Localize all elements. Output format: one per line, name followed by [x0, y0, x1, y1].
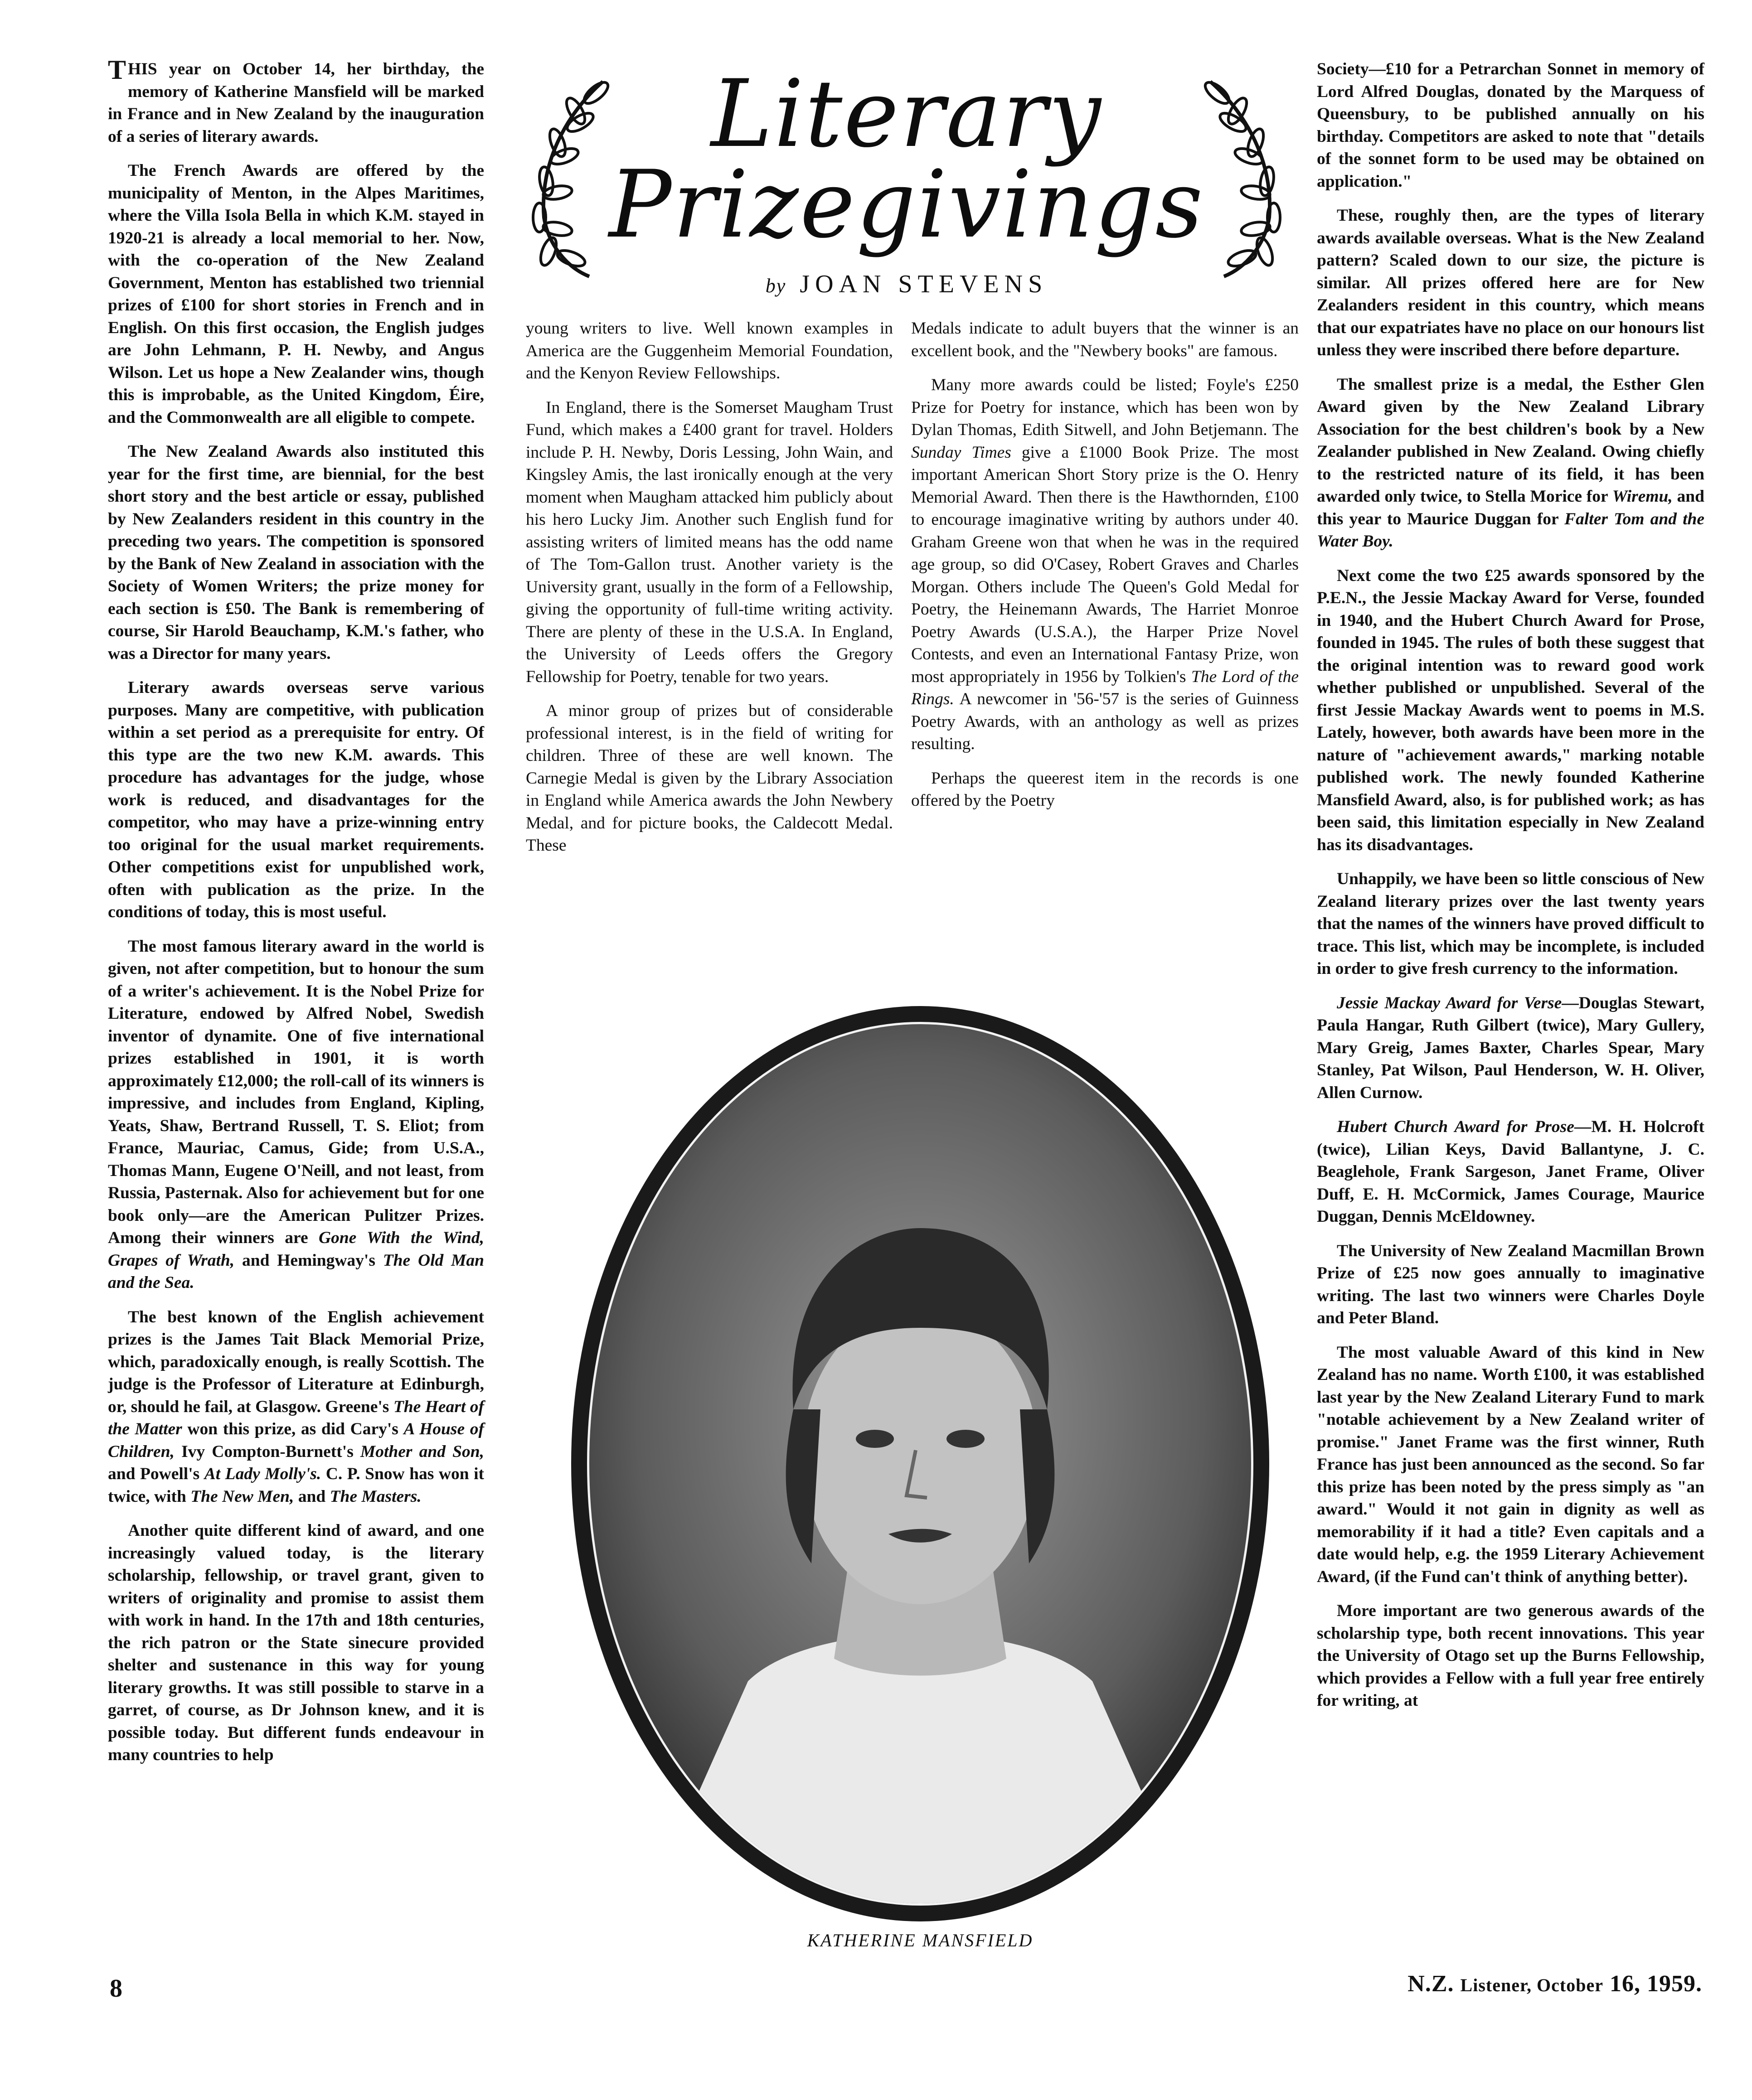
paragraph: Medals indicate to adult buyers that the winner is an excellent book, and the "Newbery books" are famous.	[911, 319, 1299, 360]
paragraph-text: —M. H. Holcroft (twice), Lilian Keys, David Ballantyne, J. C. Beaglehole, Frank Sargeson, Janet Frame, Oliver Duff, E. H. McCormick, James Courage, Maurice Duggan, Dennis McEldowney.	[1317, 1118, 1704, 1226]
byline-author: JOAN STEVENS	[800, 270, 1048, 298]
book-title: The New Men,	[190, 1487, 294, 1506]
byline-by: by	[765, 275, 786, 297]
paragraph: These, roughly then, are the types of literary awards available overseas. What is the New Zealand pattern? Scaled down to our size, the picture is similar. All prizes offered here are for New Zealanders resident in this country, which means that our expatriates have no place on our honours list unless they were inscribed there before departure.	[1317, 206, 1704, 359]
portrait-photo	[558, 1002, 1283, 1926]
book-title: Mother and Son,	[360, 1442, 484, 1461]
book-title: The Old Man and the Sea.	[108, 1251, 485, 1292]
paragraph-text: HIS year on October 14, her birthday, the memory of Katherine Mansfield will be marked in France and in New Zealand by the inauguration of a series of literary awards.	[108, 60, 484, 146]
paragraph: The New Zealand Awards also instituted this year for the first time, are biennial, for the best short story and the best article or essay, published by New Zealanders resident in this country in the preceding two years. The competition is sponsored by the Bank of New Zealand in association with the Society of Women Writers; the prize money for each section is £50. The Bank is remembering of course, Sir Harold Beauchamp, K.M.'s father, who was a Director for many years.	[108, 442, 484, 663]
paragraph: Next come the two £25 awards sponsored by the P.E.N., the Jessie Mackay Award for Verse, founded in 1940, and the Hubert Church Award for Prose, founded in 1945. The rules of both these suggest that the original intention was to reward good work whether published or unpublished. Several of the first Jessie Mackay Awards went to poems in M.S. Lately, however, both awards have been more in the nature of "achievement awards," marking notable published work. The newly founded Katherine Mansfield Award, also, is for published work; as has been said, this limitation especially in New Zealand has its disadvantages.	[1317, 566, 1704, 854]
paragraph: The University of New Zealand Macmillan Brown Prize of £25 now goes annually to imaginative writing. The last two winners were Charles Doyle and Peter Bland.	[1317, 1241, 1704, 1327]
paragraph	[108, 55, 484, 148]
paragraph-text: and Powell's	[108, 1465, 204, 1483]
paragraph-text: and	[294, 1487, 330, 1506]
book-title: Falter Tom and the Water Boy.	[1317, 509, 1704, 551]
paragraph	[911, 374, 1299, 755]
paragraph-text: give a £1000 Book Prize. The most important American Short Story prize is the O. Henry Memorial Award. Then there is the Hawthornden, £100 to encourage imaginative writing by authors under 40. Graham Greene won that when he was in the required age group, so did O'Casey, Robert Graves and Charles Morgan. Others include The Queen's Gold Medal for Poetry, the Heinemann Awards, The Harriet Monroe Poetry Awards (U.S.A.), the Harper Prize Novel Contests, and even an International Fantasy Prize, won most appropriately in 1956 by Tolkien's	[911, 443, 1299, 686]
paragraph	[1317, 373, 1704, 553]
book-title: Gone With the Wind, Grapes of Wrath,	[108, 1229, 484, 1270]
page-number: 8	[110, 1974, 122, 2003]
title-block	[512, 59, 1301, 313]
paragraph: Society—£10 for a Petrarchan Sonnet in memory of Lord Alfred Douglas, donated by the Marquess of Queensbury, to be published annually on his birthday. Competitors are asked to note that "details of the sonnet form to be used may be obtained on application."	[1317, 60, 1704, 191]
column-1	[108, 55, 485, 1952]
book-title: The Masters.	[330, 1487, 422, 1506]
award-name: Jessie Mackay Award for Verse	[1337, 993, 1562, 1012]
paragraph: A minor group of prizes but of considerable professional interest, is in the field of writing for children. Three of these are well known. The Carnegie Medal is given by the Library Association in England while America awards the John Newbery Medal, and for picture books, the Caldecott Medal. These	[526, 702, 893, 855]
paragraph	[1317, 992, 1704, 1104]
publication-title: Sunday Times	[911, 443, 1011, 462]
pub-name: Listener, October	[1460, 1975, 1603, 1995]
publication-footer	[1407, 1970, 1702, 1997]
paragraph-text: Many more awards could be listed; Foyle's £250 Prize for Poetry for instance, which has been won by Dylan Thomas, Edith Sitwell, and John Betjemann. The	[911, 376, 1299, 439]
headline-line-2: Prizegivings	[609, 151, 1204, 259]
paragraph: More important are two generous awards of the scholarship type, both recent innovations. This year the University of Otago set up the Burns Fellowship, which provides a Fellow with a full year free entirely for writing, at	[1317, 1602, 1704, 1710]
headline-line-1: Literary	[711, 60, 1102, 168]
book-title: A House of Children,	[108, 1420, 484, 1461]
column-2	[526, 317, 893, 988]
paragraph: The most valuable Award of this kind in New Zealand has no name. Worth £100, it was established last year by the New Zealand Literary Fund to mark "notable achievement by a New Zealand writer of promise." Janet Frame was the first winner, Ruth France has just been announced as the second. So far this prize has been noted by the press simply as "an award." Would it not gain in dignity as well as memorability if it had a title? Even capitals and a date would help, e.g. the 1959 Literary Achievement Award, (if the Fund can't think of anything better).	[1317, 1343, 1704, 1586]
paragraph	[108, 1306, 484, 1508]
byline	[512, 270, 1301, 299]
column-3	[911, 317, 1299, 988]
photo-caption: KATHERINE MANSFIELD	[807, 1930, 1034, 1950]
pub-date: 16, 1959.	[1603, 1971, 1702, 1997]
paragraph: In England, there is the Somerset Maugham Trust Fund, which makes a £400 grant for travel. Holders include P. H. Newby, Doris Lessing, John Wain, and Kingsley Amis, the last ironically enough at the very moment when Maugham attacked him publicly about his hero Lucky Jim. Another such English fund for assisting writers of limited means has the odd name of The Tom-Gallon trust. Another variety is the University grant, usually in the form of a Fellowship, giving the opportunity of full-time writing activity. There are plenty of these in the U.S.A. In England, the University of Leeds offers the Gregory Fellowship for Poetry, tenable for two years.	[526, 398, 893, 686]
pub-initials: N.Z.	[1407, 1971, 1461, 1997]
paragraph-text: The best known of the English achievement prizes is the James Tait Black Memorial Prize, which, paradoxically enough, is really Scottish. The judge is the Professor of Literature at Edinburgh, or, should he fail, at Glasgow. Greene's	[108, 1307, 484, 1416]
paragraph	[1317, 1116, 1704, 1228]
paragraph: Another quite different kind of award, and one increasingly valued today, is the literary scholarship, fellowship, or travel grant, given to writers of originality and promise to assist them with work in hand. In the 17th and 18th centuries, the rich patron or the State sinecure provided shelter and sustenance in this way for young literary growths. It was still possible to starve in a garret, of course, as Dr Johnson knew, and it is possible today. But different funds endeavour in many countries to help	[108, 1521, 484, 1764]
paragraph-text: Ivy Compton-Burnett's	[174, 1442, 360, 1461]
paragraph-text: The smallest prize is a medal, the Esther Glen Award given by the New Zealand Library Association for the best children's book by a New Zealander published in New Zealand. Owing chiefly to the restricted nature of its field, it has been awarded only twice, to Stella Morice for	[1317, 375, 1704, 506]
book-title: The Lord of the Rings.	[911, 667, 1299, 708]
award-name: Hubert Church Award for Prose	[1337, 1118, 1574, 1136]
paragraph: Literary awards overseas serve various purposes. Many are competitive, with publication within a set period as a prerequisite for entry. Of this type are the two new K.M. awards. This procedure has advantages for the judge, whose work is reduced, and disadvantages for the competitor, who may have a prize-winning entry too original for the usual market requirements. Other competitions exist for unpublished work, often with publication as the prize. In the conditions of today, this is most useful.	[108, 678, 484, 921]
paragraph-text: won this prize, as did Cary's	[182, 1420, 404, 1438]
paragraph: Unhappily, we have been so little conscious of New Zealand literary prizes over the last twenty years that the names of the winners have proved difficult to trace. This list, which may be incomplete, is included in order to give fresh currency to the information.	[1317, 870, 1704, 978]
paragraph-text: and this year to Maurice Duggan for	[1317, 487, 1704, 528]
paragraph	[108, 935, 484, 1294]
column-4	[1317, 58, 1704, 1952]
paragraph-text: A newcomer in '56-'57 is the series of Guinness Poetry Awards, with an anthology as well as prizes resulting.	[911, 690, 1299, 753]
paragraph-text: C. P. Snow has won it twice, with	[108, 1465, 484, 1506]
drop-cap: T	[108, 55, 126, 85]
paragraph: young writers to live. Well known examples in America are the Guggenheim Memorial Foundation, and the Kenyon Review Fellowships.	[526, 319, 893, 382]
paragraph-text: and Hemingway's	[234, 1251, 383, 1270]
book-title: Wiremu,	[1612, 487, 1673, 506]
paragraph-text: The most famous literary award in the world is given, not after competition, but to honour the sum of a writer's achievement. It is the Nobel Prize for Literature, endowed by Alfred Nobel, Swedish inventor of dynamite. One of five international prizes established in 1901, it is worth approximately £12,000; the roll-call of its winners is impressive, and includes from England, Kipling, Yeats, Shaw, Bertrand Russell, T. S. Eliot; from France, Mauriac, Camus, Gide; from U.S.A., Thomas Mann, Eugene O'Neill, and not least, from Russia, Pasternak. Also for achievement but for one book only—are the American Pulitzer Prizes. Among their winners are	[108, 937, 484, 1247]
paragraph-text: —Douglas Stewart, Paula Hangar, Ruth Gilbert (twice), Mary Gullery, Mary Greig, James Baxter, Charles Spear, Mary Stanley, Pat Wilson, Paul Henderson, W. H. Oliver, Allen Curnow.	[1317, 993, 1704, 1102]
paragraph: The French Awards are offered by the municipality of Menton, in the Alpes Maritimes, where the Villa Isola Bella in which K.M. stayed in 1920-21 is already a local memorial to her. Now, with the co-operation of the New Zealand Government, Menton has established two triennial prizes of £100 for short stories in French and in English. On this first occasion, the English judges are John Lehmann, P. H. Newby, and Angus Wilson. Let us hope a New Zealander wins, though this is improbable, as the United Kingdom, Éire, and the Commonwealth are all eligible to compete.	[108, 161, 484, 427]
book-title: The Heart of the Matter	[108, 1397, 484, 1438]
book-title: At Lady Molly's.	[204, 1465, 321, 1483]
paragraph: Perhaps the queerest item in the records is one offered by the Poetry	[911, 769, 1299, 810]
